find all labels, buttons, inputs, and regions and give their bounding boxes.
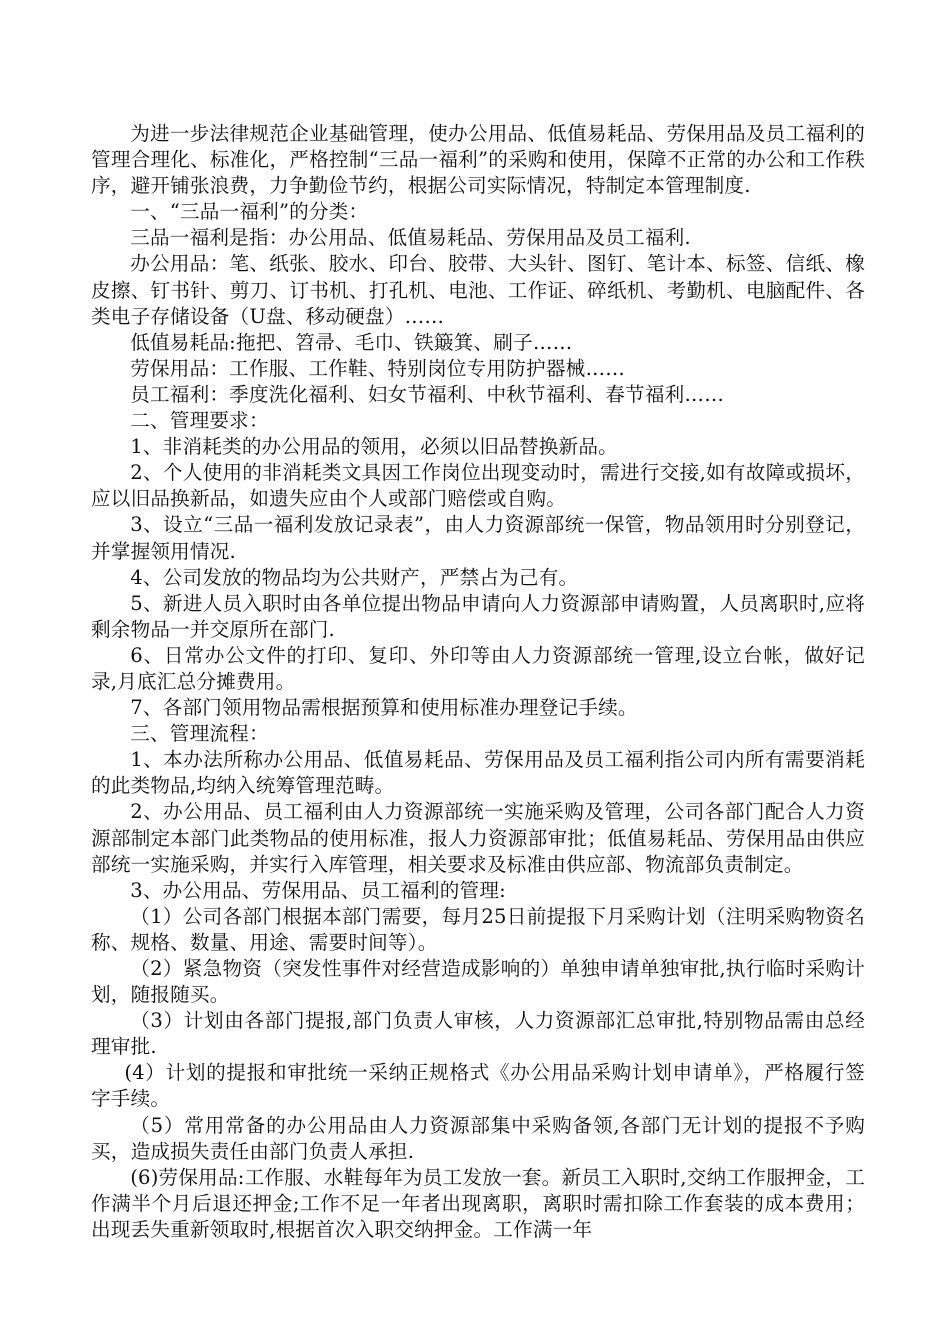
paragraph-employee-benefits: 员工福利：季度洗化福利、妇女节福利、中秋节福利、春节福利…… [130,382,724,406]
requirement-item: 1、非消耗类的办公用品的领用，必须以旧品替换新品。 [130,435,618,459]
process-subitem: （2）紧急物资（突发性事件对经营造成影响的）单独申请单独审批,执行临时采购计划，随报随买。 [91,957,865,1007]
process-item: 2、办公用品、员工福利由人力资源部统一实施采购及管理，公司各部门配合人力资源部制定本部门此类物品的使用标准，报人力资源部审批；低值易耗品、劳保用品由供应部统一实施采购，并实行入库管理，相关要求及标准由供应部、物流部负责制定。 [91,800,865,876]
paragraph-office-supplies: 办公用品：笔、纸张、胶水、印台、胶带、大头针、图钉、笔计本、标签、信纸、橡皮擦、钉书针、剪刀、订书机、打孔机、电池、工作证、碎纸机、考勤机、电脑配件、各类电子存储设备（U盘、移动硬盘）…… [91,252,865,328]
process-item: 1、本办法所称办公用品、低值易耗品、劳保用品及员工福利指公司内所有需要消耗的此类物品,均纳入统筹管理范畴。 [91,748,865,798]
process-subitem: （1）公司各部门根据本部门需要，每月25日前提报下月采购计划（注明采购物资名称、规格、数量、用途、需要时间等）。 [91,904,865,954]
section-heading-requirements: 二、管理要求： [130,409,269,433]
process-subitem: （3）计划由各部门提报,部门负责人审核，人力资源部汇总审批,特别物品需由总经理审批. [91,1009,865,1059]
paragraph-definition: 三品一福利是指：办公用品、低值易耗品、劳保用品及员工福利. [130,226,691,250]
process-subitem: (4）计划的提报和审批统一采纳正规格式《办公用品采购计划申请单》，严格履行签字手续。 [91,1061,865,1111]
process-item: 3、办公用品、劳保用品、员工福利的管理: [130,878,506,902]
requirement-item: 4、公司发放的物品均为公共财产，严禁占为己有。 [130,565,579,589]
process-subitem: （5）常用常备的办公用品由人力资源部集中采购备领,各部门无计划的提报不予购买，造成损失责任由部门负责人承担. [91,1113,865,1163]
requirement-item: 3、设立“三品一福利发放记录表”，由人力资源部统一保管，物品领用时分别登记，并掌握领用情况. [91,513,865,563]
requirement-item: 2、个人使用的非消耗类文具因工作岗位出现变动时，需进行交接,如有故障或损坏，应以旧品换新品，如遗失应由个人或部门赔偿或自购。 [91,461,865,511]
intro-paragraph: 为进一步法律规范企业基础管理，使办公用品、低值易耗品、劳保用品及员工福利的管理合理化、标准化，严格控制“三品一福利”的采购和使用，保障不正常的办公和工作秩序，避开铺张浪费，力争勤俭节约，根据公司实际情况，特制定本管理制度. [91,122,865,198]
section-heading-classification: 一、“三品一福利”的分类： [130,200,369,224]
process-subitem: (6)劳保用品:工作服、水鞋每年为员工发放一套。新员工入职时,交纳工作服押金，工作满半个月后退还押金;工作不足一年者出现离职，离职时需扣除工作套装的成本费用；出现丢失重新领取时,根据首次入职交纳押金。工作满一年 [91,1165,865,1241]
requirement-item: 5、新进人员入职时由各单位提出物品申请向人力资源部申请购置，人员离职时,应将剩余物品一并交原所在部门. [91,591,865,641]
section-heading-process: 三、管理流程： [130,722,269,746]
requirement-item: 7、各部门领用物品需根据预算和使用标准办理登记手续。 [130,696,638,720]
paragraph-protective-supplies: 劳保用品：工作服、工作鞋、特别岗位专用防护器械…… [130,356,626,380]
document-body [91,121,865,1243]
paragraph-consumables: 低值易耗品:拖把、笤帚、毛巾、铁簸箕、刷子…… [130,330,573,354]
requirement-item: 6、日常办公文件的打印、复印、外印等由人力资源部统一管理,设立台帐，做好记录,月底汇总分摊费用。 [91,643,865,693]
